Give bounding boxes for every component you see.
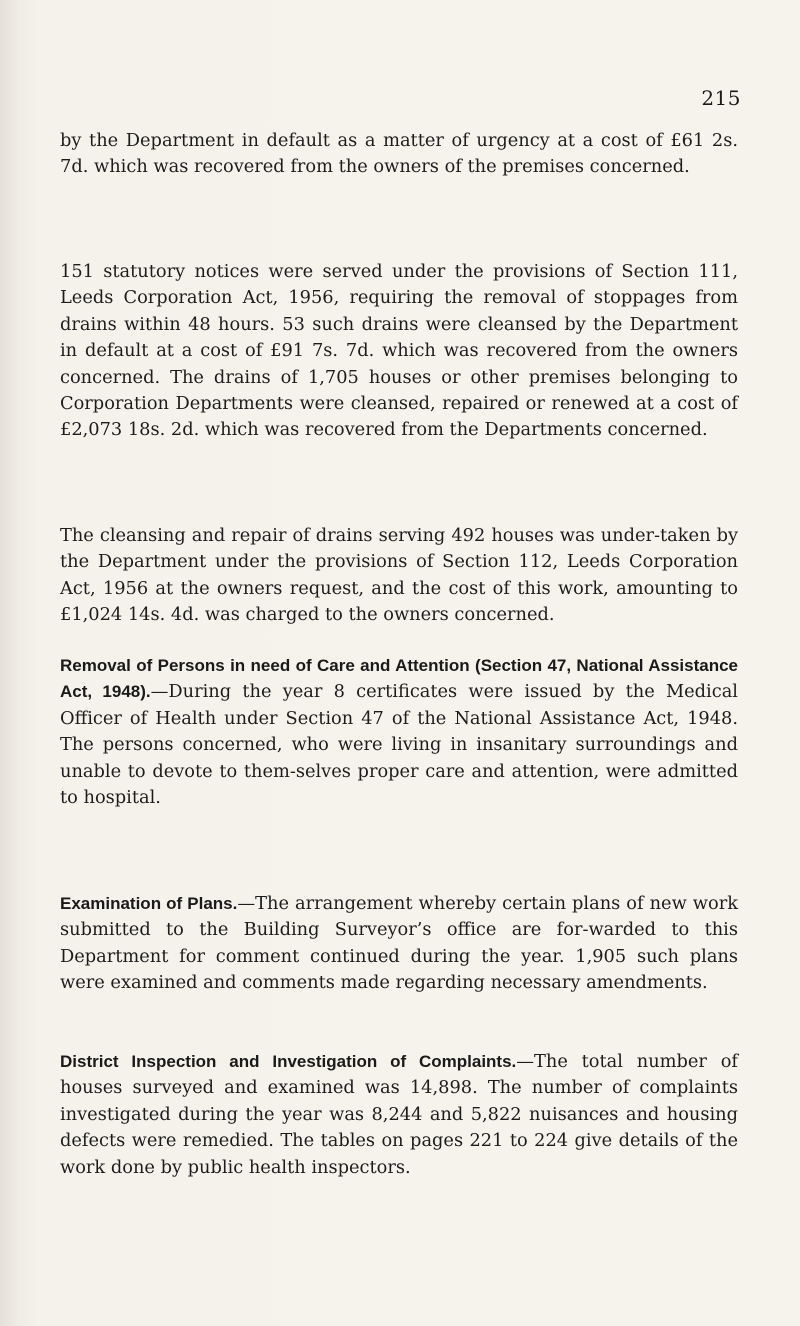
section-heading: District Inspection and Investigation of Complaints. bbox=[60, 1052, 517, 1071]
paragraph-text: —During the year 8 certificates were issued by the Medical Officer of Health under Section 47 of the National Assistance Act, 1948. The persons concerned, who were living in insanitary surroundings and unable to devote to them-selves proper care and attention, were admitted to hospital. bbox=[60, 681, 738, 809]
paragraph-drain-cleansing bbox=[60, 523, 738, 629]
paragraph-text: 151 statutory notices were served under the provisions of Section 111, Leeds Corporation Act, 1956, requiring the removal of stoppages from drains within 48 hours. 53 such drains were cleansed by the Department in default at a cost of £91 7s. 7d. which was recovered from the owners concerned. The drains of 1,705 houses or other premises belonging to Corporation Departments were cleansed, repaired or renewed at a cost of £2,073 18s. 2d. which was recovered from the Departments concerned. bbox=[60, 261, 738, 441]
paragraph-text: —The total number of houses surveyed and examined was 14,898. The number of complaints investigated during the year was 8,244 and 5,822 nuisances and housing defects were remedied. The tables on pages 221 to 224 give details of the work done by public health inspectors. bbox=[60, 1051, 738, 1178]
section-heading: Removal of Persons in need of Care and Attention (Section 47, National Assistance Act, 1948). bbox=[60, 656, 738, 702]
paragraph-text: The cleansing and repair of drains serving 492 houses was under-taken by the Department under the provisions of Section 112, Leeds Corporation Act, 1956 at the owners request, and the cost of this work, amounting to £1,024 14s. 4d. was charged to the owners concerned. bbox=[60, 525, 738, 626]
paragraph-drain-default-cost bbox=[60, 128, 738, 181]
section-heading: Examination of Plans. bbox=[60, 894, 238, 913]
paragraph-text: —The arrangement whereby certain plans of new work submitted to the Building Surveyor’s office are for-warded to this Department for comment continued during the year. 1,905 such plans were examined and comments made regarding necessary amendments. bbox=[60, 893, 738, 994]
paragraph-district-inspection bbox=[60, 1049, 738, 1181]
page-number: 215 bbox=[701, 86, 741, 110]
paragraph-examination-of-plans bbox=[60, 891, 738, 997]
paragraph-text: by the Department in default as a matter of urgency at a cost of £61 2s. 7d. which was recovered from the owners of the premises concerned. bbox=[60, 130, 738, 178]
paragraph-removal-of-persons bbox=[60, 653, 738, 811]
paragraph-statutory-notices bbox=[60, 259, 738, 444]
